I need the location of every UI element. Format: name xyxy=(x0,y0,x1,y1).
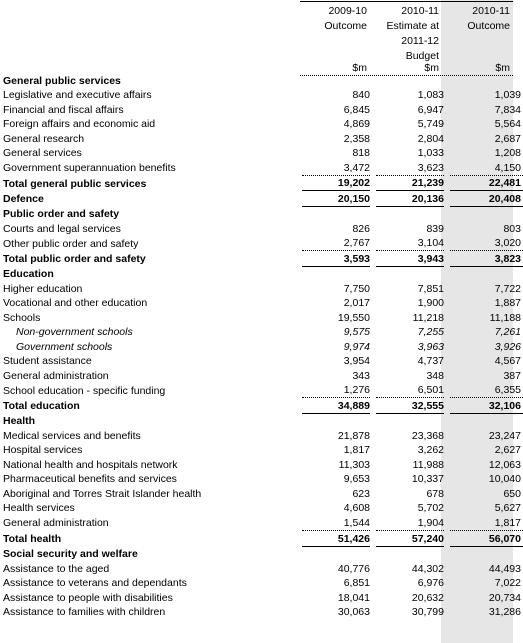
value-2010-11-estimate: 32,555 xyxy=(376,398,444,414)
value-2009-10-outcome: 343 xyxy=(352,369,370,382)
cell-empty xyxy=(376,546,444,561)
value-2009-10-outcome: 623 xyxy=(352,487,370,500)
value-2010-11-estimate: 6,947 xyxy=(417,103,444,116)
row-label: Social security and welfare xyxy=(3,548,138,561)
row-label: Vocational and other education xyxy=(3,297,148,310)
value-2010-11-estimate: 3,943 xyxy=(376,251,444,267)
value-2010-11-estimate: 20,136 xyxy=(376,191,444,207)
value-2010-11-estimate: 1,033 xyxy=(417,147,444,160)
table-row xyxy=(0,281,523,296)
row-label: School education - specific funding xyxy=(3,384,166,397)
unit-label: $m xyxy=(424,62,439,74)
value-2010-11-outcome: 20,408 xyxy=(450,191,523,207)
cell-empty xyxy=(302,206,370,221)
table-body xyxy=(0,73,523,619)
column-header-2009-10-outcome xyxy=(300,4,367,34)
value-2010-11-estimate: 10,337 xyxy=(411,473,444,486)
value-2010-11-outcome: 3,823 xyxy=(450,251,523,267)
value-2009-10-outcome: 6,845 xyxy=(343,103,370,116)
value-2010-11-outcome: 11,188 xyxy=(489,311,521,324)
row-label: General administration xyxy=(3,369,109,382)
row-label: Student assistance xyxy=(3,355,92,368)
row-label: Total general public services xyxy=(3,177,147,190)
table-row xyxy=(0,325,523,340)
row-label: Foreign affairs and economic aid xyxy=(3,118,156,131)
value-2009-10-outcome: 7,750 xyxy=(343,282,370,295)
row-label: Government superannuation benefits xyxy=(3,162,176,175)
value-2009-10-outcome: 1,544 xyxy=(343,516,370,529)
value-2010-11-outcome: 56,070 xyxy=(450,530,523,546)
table-row xyxy=(0,160,523,175)
table-row xyxy=(0,486,523,501)
header-line: 2010-11 xyxy=(472,5,510,17)
total-row xyxy=(0,191,523,207)
value-2010-11-outcome: 650 xyxy=(503,487,521,500)
value-2010-11-outcome: 3,020 xyxy=(494,237,521,250)
cell-empty xyxy=(302,413,370,428)
row-label: Courts and legal services xyxy=(3,222,121,235)
row-label: Schools xyxy=(3,311,41,324)
value-2009-10-outcome: 4,869 xyxy=(343,118,370,131)
value-2010-11-outcome: 7,834 xyxy=(494,103,521,116)
value-2010-11-outcome: 1,887 xyxy=(494,297,521,310)
value-2009-10-outcome: 840 xyxy=(352,89,370,102)
row-label: Government schools xyxy=(16,340,113,353)
total-row xyxy=(0,175,523,191)
row-label: Aboriginal and Torres Strait Islander health xyxy=(3,487,202,500)
table-row xyxy=(0,576,523,591)
table-row xyxy=(0,472,523,487)
table-row xyxy=(0,590,523,605)
value-2010-11-estimate: 678 xyxy=(426,487,444,500)
unit-label: $m xyxy=(352,62,367,74)
table-row xyxy=(0,146,523,161)
value-2010-11-estimate: 3,963 xyxy=(417,340,444,353)
expenses-table xyxy=(0,73,523,619)
row-label: Non-government schools xyxy=(16,326,133,339)
value-2010-11-estimate: 30,799 xyxy=(411,606,444,619)
cell-empty xyxy=(376,266,444,281)
table-row xyxy=(0,131,523,146)
header-line: Outcome xyxy=(467,20,510,32)
header-line: 2010-11 xyxy=(401,5,439,17)
value-2010-11-outcome: 5,627 xyxy=(494,502,521,515)
value-2010-11-outcome: 32,106 xyxy=(450,398,523,414)
value-2010-11-outcome: 6,355 xyxy=(494,384,521,397)
row-label: Education xyxy=(3,268,54,281)
table-row xyxy=(0,515,523,530)
table-row xyxy=(0,310,523,325)
value-2009-10-outcome: 818 xyxy=(352,147,370,160)
value-2009-10-outcome: 40,776 xyxy=(337,562,370,575)
value-2009-10-outcome: 21,878 xyxy=(337,429,370,442)
cell-empty xyxy=(302,266,370,281)
value-2010-11-estimate: 23,368 xyxy=(411,429,444,442)
row-label: Defence xyxy=(3,193,44,206)
value-2009-10-outcome: 3,954 xyxy=(343,355,370,368)
value-2010-11-estimate: 7,851 xyxy=(417,282,444,295)
column-header-2010-11-outcome xyxy=(441,4,510,34)
value-2010-11-outcome: 1,039 xyxy=(494,89,521,102)
value-2010-11-outcome: 22,481 xyxy=(450,175,523,191)
value-2010-11-estimate: 44,302 xyxy=(411,562,444,575)
table-row xyxy=(0,501,523,516)
value-2010-11-estimate: 5,749 xyxy=(417,118,444,131)
value-2010-11-outcome: 803 xyxy=(503,222,521,235)
row-label: Pharmaceutical benefits and services xyxy=(3,473,177,486)
value-2009-10-outcome: 34,889 xyxy=(302,398,370,414)
value-2010-11-outcome: 12,063 xyxy=(488,458,521,471)
value-2010-11-estimate: 348 xyxy=(426,369,444,382)
value-2010-11-outcome: 7,261 xyxy=(494,326,521,339)
section-header-row xyxy=(0,546,523,561)
section-header-row xyxy=(0,73,523,88)
table-row xyxy=(0,102,523,117)
cell-empty xyxy=(450,206,523,221)
total-row xyxy=(0,251,523,267)
value-2009-10-outcome: 826 xyxy=(352,222,370,235)
value-2010-11-estimate: 21,239 xyxy=(376,175,444,191)
value-2009-10-outcome: 3,472 xyxy=(343,161,370,174)
value-2009-10-outcome: 9,653 xyxy=(343,473,370,486)
value-2010-11-outcome: 4,567 xyxy=(494,355,521,368)
value-2010-11-estimate: 7,255 xyxy=(417,326,444,339)
value-2009-10-outcome: 3,593 xyxy=(302,251,370,267)
table-row xyxy=(0,236,523,251)
value-2010-11-outcome: 3,926 xyxy=(494,340,521,353)
value-2010-11-outcome: 31,286 xyxy=(488,606,521,619)
row-label: General research xyxy=(3,132,85,145)
row-label: Assistance to veterans and dependants xyxy=(3,577,187,590)
header-line: 2009-10 xyxy=(328,5,367,17)
value-2009-10-outcome: 19,202 xyxy=(302,175,370,191)
value-2010-11-outcome: 1,817 xyxy=(494,516,521,529)
cell-empty xyxy=(450,73,523,88)
value-2009-10-outcome: 18,041 xyxy=(337,591,370,604)
cell-empty xyxy=(450,546,523,561)
value-2009-10-outcome: 20,150 xyxy=(302,191,370,207)
value-2009-10-outcome: 2,017 xyxy=(343,297,370,310)
value-2010-11-outcome: 10,040 xyxy=(488,473,521,486)
cell-empty xyxy=(376,73,444,88)
value-2010-11-outcome: 7,722 xyxy=(494,282,521,295)
unit-label: $m xyxy=(495,62,510,74)
section-header-row xyxy=(0,206,523,221)
row-label: Legislative and executive affairs xyxy=(3,89,152,102)
header-line: Estimate at xyxy=(386,20,439,32)
value-2010-11-outcome: 2,687 xyxy=(494,132,521,145)
value-2009-10-outcome: 1,276 xyxy=(343,384,370,397)
value-2010-11-outcome: 20,734 xyxy=(488,591,521,604)
value-2010-11-estimate: 839 xyxy=(426,222,444,235)
row-label: General public services xyxy=(3,74,121,87)
table-row xyxy=(0,561,523,576)
row-label: Financial and fiscal affairs xyxy=(3,103,124,116)
cell-empty xyxy=(302,73,370,88)
value-2009-10-outcome: 19,550 xyxy=(337,311,370,324)
cell-empty xyxy=(450,266,523,281)
value-2010-11-outcome: 4,150 xyxy=(494,161,521,174)
row-label: Other public order and safety xyxy=(3,237,139,250)
value-2009-10-outcome: 4,608 xyxy=(343,502,370,515)
row-label: Total health xyxy=(3,533,62,545)
row-label: General services xyxy=(3,147,82,160)
table-row xyxy=(0,605,523,620)
table-row xyxy=(0,443,523,458)
value-2010-11-outcome: 7,022 xyxy=(494,577,521,590)
row-label: Total education xyxy=(3,400,80,413)
total-row xyxy=(0,398,523,414)
row-label: Assistance to people with disabilities xyxy=(3,591,173,604)
value-2009-10-outcome: 9,575 xyxy=(343,326,370,339)
header-line: 2011-12 xyxy=(401,35,439,47)
value-2010-11-outcome: 2,627 xyxy=(494,444,521,457)
table-row xyxy=(0,354,523,369)
value-2010-11-estimate: 57,240 xyxy=(376,530,444,546)
section-header-row xyxy=(0,266,523,281)
value-2010-11-estimate: 6,976 xyxy=(417,577,444,590)
value-2010-11-estimate: 11,218 xyxy=(412,311,444,324)
row-label: Total public order and safety xyxy=(3,253,146,266)
table-row xyxy=(0,428,523,443)
table-row xyxy=(0,383,523,398)
cell-empty xyxy=(302,546,370,561)
row-label: General administration xyxy=(3,517,109,530)
value-2010-11-estimate: 3,262 xyxy=(417,444,444,457)
table-row xyxy=(0,368,523,383)
value-2010-11-estimate: 4,737 xyxy=(417,355,444,368)
value-2010-11-estimate: 5,702 xyxy=(417,502,444,515)
row-label: Assistance to families with children xyxy=(3,606,166,619)
value-2010-11-estimate: 3,104 xyxy=(417,237,444,250)
row-label: Hospital services xyxy=(3,444,83,457)
table-row xyxy=(0,296,523,311)
total-row xyxy=(0,530,523,546)
value-2010-11-outcome: 1,208 xyxy=(494,147,521,160)
cell-empty xyxy=(376,206,444,221)
row-label: Public order and safety xyxy=(3,208,120,221)
table-row xyxy=(0,117,523,132)
value-2010-11-estimate: 1,900 xyxy=(417,297,444,310)
value-2010-11-estimate: 6,501 xyxy=(417,384,444,397)
value-2010-11-estimate: 20,632 xyxy=(411,591,444,604)
value-2010-11-outcome: 23,247 xyxy=(488,429,521,442)
cell-empty xyxy=(450,413,523,428)
row-label: National health and hospitals network xyxy=(3,458,178,471)
row-label: Higher education xyxy=(3,282,83,295)
value-2010-11-outcome: 387 xyxy=(503,369,521,382)
value-2010-11-estimate: 1,083 xyxy=(417,89,444,102)
row-label: Health services xyxy=(3,502,75,515)
value-2009-10-outcome: 11,303 xyxy=(338,458,370,471)
row-label: Health xyxy=(3,415,36,428)
value-2010-11-estimate: 3,623 xyxy=(417,161,444,174)
value-2010-11-estimate: 1,904 xyxy=(417,516,444,529)
value-2010-11-estimate: 2,804 xyxy=(417,132,444,145)
value-2010-11-outcome: 5,564 xyxy=(494,118,521,131)
value-2010-11-estimate: 11,988 xyxy=(412,458,444,471)
header-line: Budget xyxy=(405,50,439,62)
table-row xyxy=(0,88,523,103)
table-row xyxy=(0,221,523,236)
header-line: Outcome xyxy=(324,20,367,32)
value-2009-10-outcome: 51,426 xyxy=(302,530,370,546)
section-header-row xyxy=(0,413,523,428)
value-2009-10-outcome: 2,767 xyxy=(343,237,370,250)
value-2010-11-outcome: 44,493 xyxy=(488,562,521,575)
table-row xyxy=(0,339,523,354)
row-label: Medical services and benefits xyxy=(3,429,141,442)
value-2009-10-outcome: 9,974 xyxy=(343,340,370,353)
value-2009-10-outcome: 1,817 xyxy=(343,444,370,457)
cell-empty xyxy=(376,413,444,428)
value-2009-10-outcome: 2,358 xyxy=(343,132,370,145)
value-2009-10-outcome: 30,063 xyxy=(337,606,370,619)
value-2009-10-outcome: 6,851 xyxy=(343,577,370,590)
table-row xyxy=(0,457,523,472)
row-label: Assistance to the aged xyxy=(3,562,110,575)
column-header-2010-11-estimate xyxy=(372,4,439,64)
header-rule xyxy=(300,1,513,2)
